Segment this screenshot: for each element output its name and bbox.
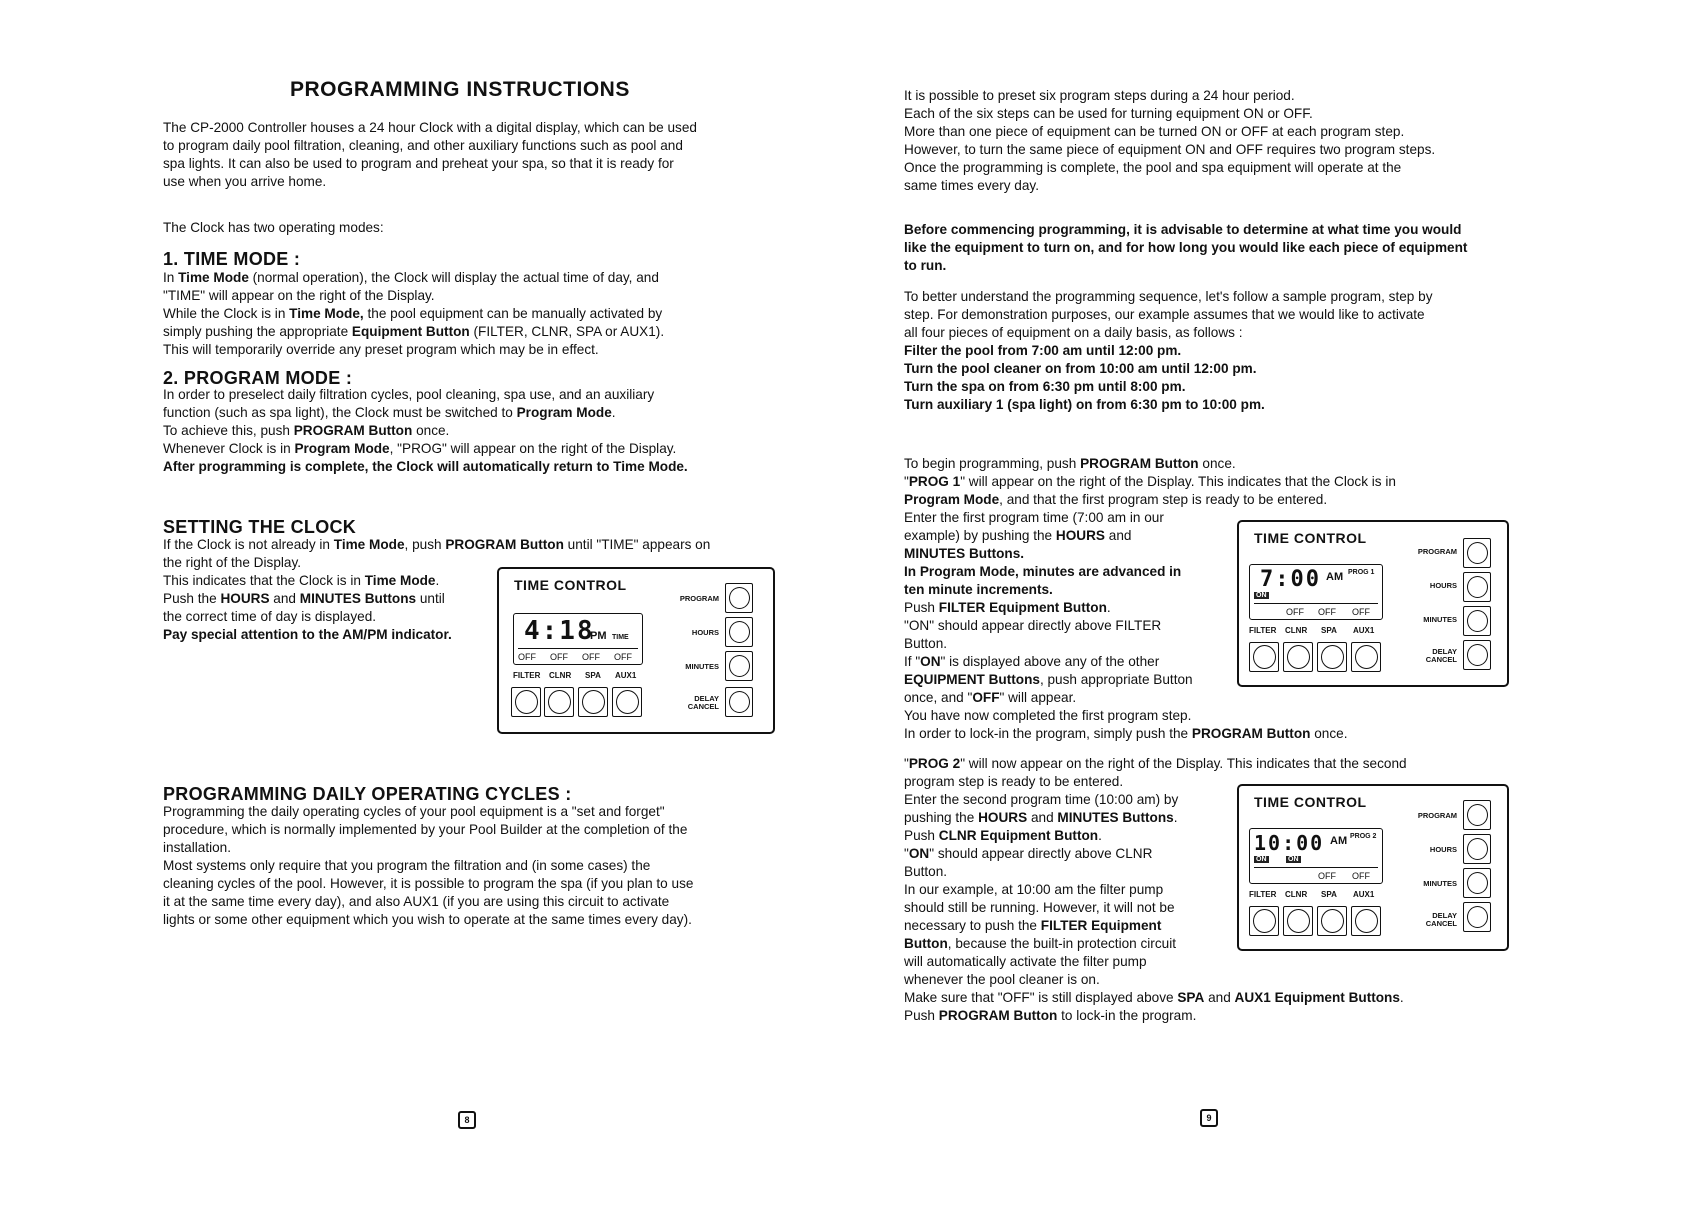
program-label: PROGRAM	[1417, 547, 1457, 556]
minutes-button[interactable]	[725, 651, 753, 681]
filter-button[interactable]	[1249, 642, 1279, 672]
intro-line: spa lights. It can also be used to program and preheat your spa, so that it is ready for	[163, 156, 674, 171]
page-number-left: 8	[458, 1111, 476, 1129]
delay-cancel-label: DELAY CANCEL	[687, 694, 719, 711]
lcd-state-filter: ON	[1256, 856, 1267, 863]
lcd-divider	[1254, 867, 1378, 868]
program-mode-text: In order to preselect daily filtration cycles, pool cleaning, spa use, and an auxiliary function (such as spa light), the Clock must be switched to Program Mode. To achieve this, push PROGRAM Button once. Whenever Clock is in Program Mode, "PROG" will appear on the right of the Display. After programming is complete, the Clock will automatically return to Time Mode.	[163, 387, 688, 474]
hours-label: HOURS	[1429, 581, 1457, 590]
time-control-panel-3: TIME CONTROL 10:00 AM PROG 2 ON ON OFF OFF FILTER CLNR SPA AUX1 PROGRAM HOURS MINUTES DELAY CANCEL	[1237, 784, 1509, 951]
setting-clock-text: If the Clock is not already in Time Mode, push PROGRAM Button until "TIME" appears on the right of the Display. This indicates that the Clock is in Time Mode. Push the HOURS and MINUTES Buttons until the correct time of day is displayed. Pay special attention to the AM/PM indicator.	[163, 537, 711, 642]
setting-clock-heading: SETTING THE CLOCK	[163, 517, 357, 537]
lcd-state-spa: OFF	[1318, 871, 1336, 881]
spa-button[interactable]	[1317, 642, 1347, 672]
lcd-display	[513, 613, 643, 665]
lcd-ampm: AM	[1330, 835, 1348, 847]
delay-cancel-button[interactable]	[1463, 640, 1491, 670]
right-intro: It is possible to preset six program steps during a 24 hour period. Each of the six steps can be used for turning equipment ON or OFF. More than one piece of equipment can be turned ON or OFF at each program step. However, to turn the same piece of equipment ON and OFF requires two program steps. Once the programming is complete, the pool and spa equipment will operate at the same times every day.	[904, 88, 1436, 193]
lcd-mode: TIME	[612, 634, 629, 641]
time-mode-text: In Time Mode (normal operation), the Clock will display the actual time of day, and "TIME" will appear on the right of the Display. While the Clock is in Time Mode, the pool equipment can be manually activated by simply pushing the appropriate Equipment Button (FILTER, CLNR, SPA or AUX1). This will temporarily override any preset program which may be in effect.	[163, 270, 665, 357]
program-mode-heading: 2. PROGRAM MODE :	[163, 368, 353, 388]
delay-cancel-button[interactable]	[725, 687, 753, 717]
right-page	[840, 0, 1683, 1224]
minutes-button[interactable]	[1463, 868, 1491, 898]
step1-text: To begin programming, push PROGRAM Button once. "PROG 1" will appear on the right of the Display. This indicates that the Clock is in Program Mode, and that the first program step is ready to be entered. Enter the first program time (7:00 am in our example) by pushing the HOURS and MINUTES Buttons. In Program Mode, minutes are advanced in ten minute increments. Push FILTER Equipment Button. "ON" should appear directly above FILTER Button. If "ON" is displayed above any of the other EQUIPMENT Buttons, push appropriate Button once, and "OFF" will appear. You have now completed the first program step. In order to lock-in the program, simply push the PROGRAM Button once.	[904, 456, 1396, 741]
lcd-ampm: AM	[1326, 571, 1344, 583]
clnr-button[interactable]	[1283, 642, 1313, 672]
hours-button[interactable]	[1463, 572, 1491, 602]
lcd-display	[1249, 564, 1383, 620]
lcd-state-clnr: OFF	[550, 652, 568, 662]
spa-button[interactable]	[1317, 906, 1347, 936]
clnr-button[interactable]	[544, 687, 574, 717]
lcd-state-filter: OFF	[518, 652, 536, 662]
minutes-button[interactable]	[1463, 606, 1491, 636]
intro-line: The CP-2000 Controller houses a 24 hour Clock with a digital display, which can be used	[163, 120, 697, 135]
lcd-divider	[1254, 603, 1378, 604]
hours-button[interactable]	[725, 617, 753, 647]
lcd-ampm: PM	[590, 630, 607, 642]
minutes-label: MINUTES	[685, 662, 719, 671]
time-mode-heading: 1. TIME MODE :	[163, 249, 301, 269]
clnr-button[interactable]	[1283, 906, 1313, 936]
intro-line: to program daily pool filtration, cleaning, and other auxiliary functions such as pool and	[163, 138, 683, 153]
page-number-right: 9	[1200, 1109, 1218, 1127]
aux1-button[interactable]	[612, 687, 642, 717]
delay-cancel-button[interactable]	[1463, 902, 1491, 932]
lcd-mode: PROG 2	[1350, 833, 1377, 840]
program-button[interactable]	[1463, 538, 1491, 568]
filter-button[interactable]	[1249, 906, 1279, 936]
minutes-label: MINUTES	[1423, 615, 1457, 624]
delay-cancel-label: DELAY CANCEL	[1425, 911, 1457, 928]
panel-title: TIME CONTROL	[1254, 530, 1367, 546]
lcd-mode: PROG 1	[1348, 569, 1375, 576]
program-label: PROGRAM	[679, 594, 719, 603]
program-label: PROGRAM	[1417, 811, 1457, 820]
hours-label: HOURS	[1429, 845, 1457, 854]
lcd-display	[1249, 828, 1383, 884]
modes-intro: The Clock has two operating modes:	[163, 220, 384, 235]
aux1-button[interactable]	[1351, 642, 1381, 672]
spa-button[interactable]	[578, 687, 608, 717]
daily-heading: PROGRAMMING DAILY OPERATING CYCLES :	[163, 784, 572, 804]
lcd-state-filter: ON	[1256, 592, 1267, 599]
lcd-state-spa: OFF	[582, 652, 600, 662]
daily-text: Programming the daily operating cycles of your pool equipment is a "set and forget" procedure, which is normally implemented by your Pool Builder at the completion of the installation. Most systems only require that you program the filtration and (in some cases) the cleaning cycles of the pool. However, it is possible to program the spa (if you plan to use it at the same time every day), and also AUX1 (if you are using this circuit to activate lights or some other equipment which you wish to operate at the same times every day).	[163, 804, 694, 927]
lcd-time: 7:00	[1260, 567, 1321, 592]
lcd-state-aux1: OFF	[614, 652, 632, 662]
step2-text: "PROG 2" will now appear on the right of the Display. This indicates that the second program step is ready to be entered. Enter the second program time (10:00 am) by pushing the HOURS and MINUTES Buttons. Push CLNR Equipment Button. "ON" should appear directly above CLNR Button. In our example, at 10:00 am the filter pump should still be running. However, it will not be necessary to push the FILTER Equipment Button, because the built-in protection circuit will automatically activate the filter pump whenever the pool cleaner is on. Make sure that "OFF" is still displayed above SPA and AUX1 Equipment Buttons. Push PROGRAM Button to lock-in the program.	[904, 756, 1407, 1023]
lcd-time: 4:18	[524, 616, 595, 646]
lcd-state-aux1: OFF	[1352, 871, 1370, 881]
hours-button[interactable]	[1463, 834, 1491, 864]
filter-button[interactable]	[511, 687, 541, 717]
sample-paragraph: To better understand the programming sequence, let's follow a sample program, step by step. For demonstration purposes, our example assumes that we would like to activate all four pieces of equipment on a daily basis, as follows : Filter the pool from 7:00 am until 12:00 pm. Turn the pool cleaner on from 10:00 am until 12:00 pm. Turn the spa on from 6:30 pm until 8:00 pm. Turn auxiliary 1 (spa light) on from 6:30 pm to 10:00 pm.	[904, 289, 1433, 412]
panel-title: TIME CONTROL	[514, 577, 627, 593]
intro-line: use when you arrive home.	[163, 174, 327, 189]
lcd-state-aux1: OFF	[1352, 607, 1370, 617]
time-control-panel-2: TIME CONTROL 7:00 AM PROG 1 ON OFF OFF OFF FILTER CLNR SPA AUX1 PROGRAM HOURS MINUTES DELAY CANCEL	[1237, 520, 1509, 687]
aux1-button[interactable]	[1351, 906, 1381, 936]
program-button[interactable]	[1463, 800, 1491, 830]
time-control-panel-1: TIME CONTROL 4:18 PM TIME OFF OFF OFF OFF FILTER CLNR SPA AUX1 PROGRAM HOURS MINUTES DELAY CANCEL	[497, 567, 775, 734]
minutes-label: MINUTES	[1423, 879, 1457, 888]
program-button[interactable]	[725, 583, 753, 613]
page-title: PROGRAMMING INSTRUCTIONS	[290, 78, 630, 101]
lcd-time: 10:00	[1254, 831, 1325, 855]
left-page	[0, 0, 840, 1224]
before-paragraph: Before commencing programming, it is advisable to determine at what time you would like the equipment to turn on, and for how long you would like each piece of equipment to run.	[904, 222, 1468, 273]
lcd-divider	[518, 648, 638, 649]
delay-cancel-label: DELAY CANCEL	[1425, 647, 1457, 664]
panel-title: TIME CONTROL	[1254, 794, 1367, 810]
hours-label: HOURS	[691, 628, 719, 637]
intro-paragraph	[163, 119, 697, 191]
lcd-state-spa: OFF	[1318, 607, 1336, 617]
lcd-state-clnr: OFF	[1286, 607, 1304, 617]
lcd-state-clnr: ON	[1288, 856, 1299, 863]
